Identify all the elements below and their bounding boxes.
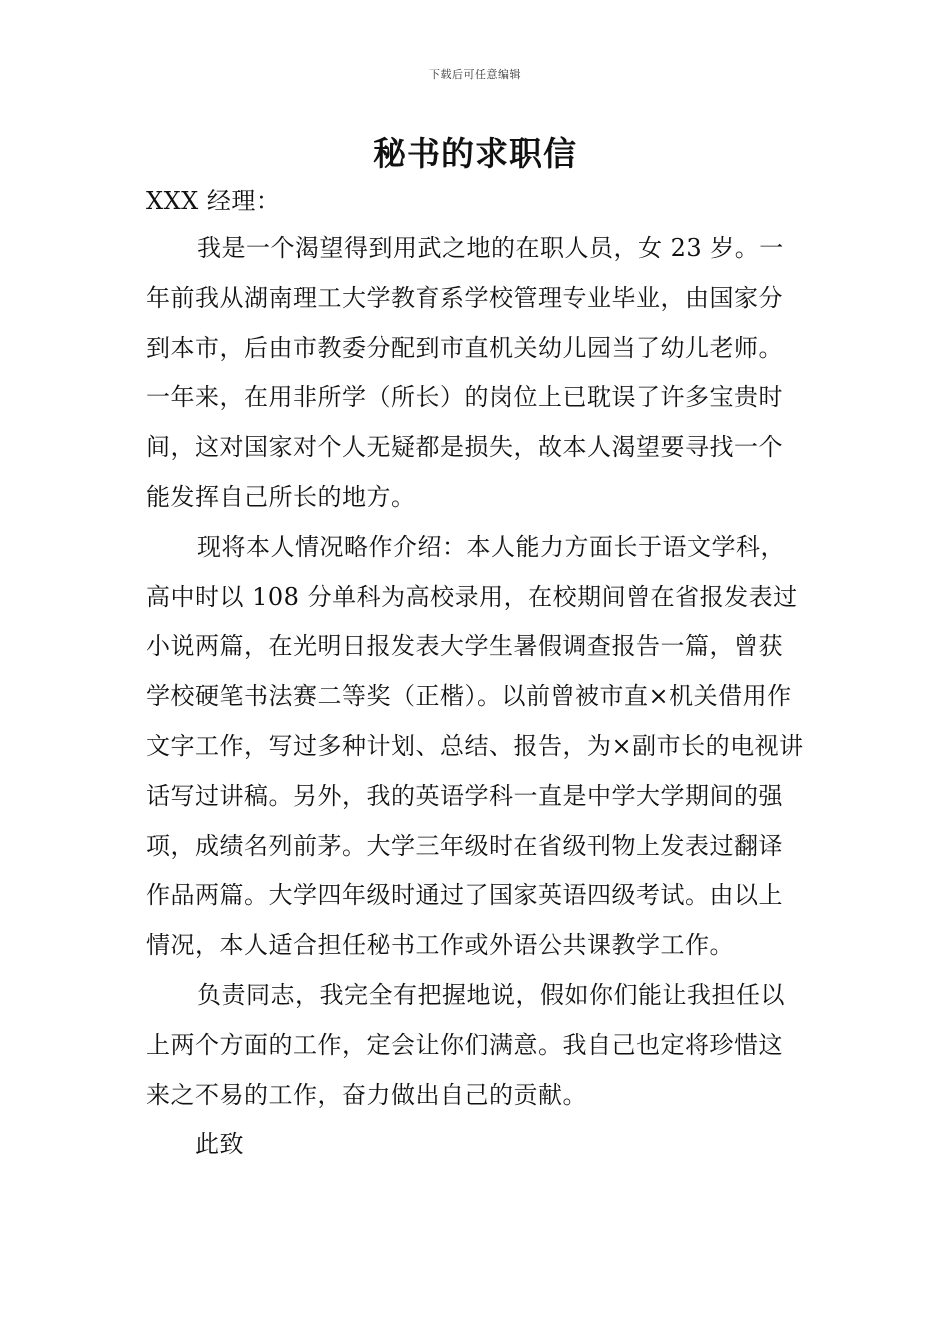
document-title: 秘书的求职信: [373, 134, 577, 173]
header-note: 下载后可任意编辑: [429, 68, 521, 81]
salutation: XXX 经理：: [146, 187, 281, 215]
closing: 此致: [195, 1130, 244, 1159]
letter-body: [146, 178, 806, 1170]
paragraph-commitment: 负责同志，我完全有把握地说，假如你们能让我担任以上两个方面的工作，定会让你们满意。我自己也定将珍惜这来之不易的工作，奋力做出自己的贡献。: [146, 980, 785, 1109]
paragraph-qualifications: 现将本人情况略作介绍：本人能力方面长于语文学科，高中时以 108 分单科为高校录用，在校期间曾在省报发表过小说两篇，在光明日报发表大学生暑假调查报告一篇，曾获学校硬笔书法赛二等奖（正楷）。以前曾被市直×机关借用作文字工作，写过多种计划、总结、报告，为×副市长的电视讲话写过讲稿。另外，我的英语学科一直是中学大学期间的强项，成绩名列前茅。大学三年级时在省级刊物上发表过翻译作品两篇。大学四年级时通过了国家英语四级考试。由以上情况，本人适合担任秘书工作或外语公共课教学工作。: [146, 532, 804, 960]
paragraph-introduction: 我是一个渴望得到用武之地的在职人员，女 23 岁。一年前我从湖南理工大学教育系学校管理专业毕业，由国家分到本市，后由市教委分配到市直机关幼儿园当了幼儿老师。一年来，在用非所学（所长）的岗位上已耽误了许多宝贵时间，这对国家对个人无疑都是损失，故本人渴望要寻找一个能发挥自己所长的地方。: [146, 234, 784, 511]
